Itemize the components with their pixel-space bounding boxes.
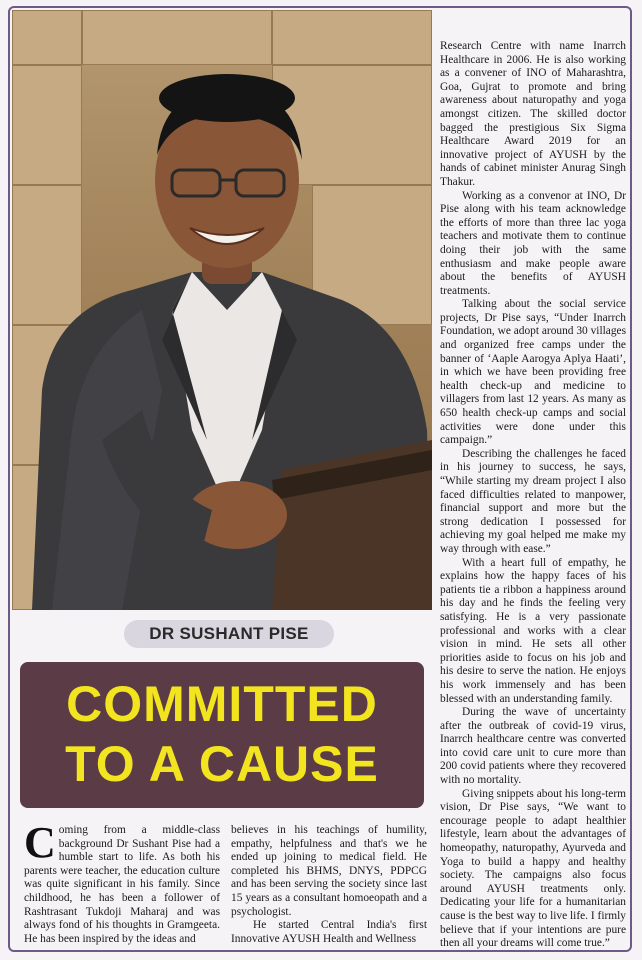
headline-line-1: COMMITTED [66, 676, 378, 732]
paragraph: believes in his teachings of humility, empathy, helpfulness and that's we he ended up joining to medical field. He completed his BHMS, DNYS, PDPCG and has been serving the society since last 15 years as a consultant homoeopath and a psychologist. [231, 824, 427, 918]
paragraph: He started Central India's first Innovative AYUSH Health and Wellness [231, 919, 427, 945]
paragraph [24, 818, 220, 946]
paragraph: With a heart full of empathy, he explains how the happy faces of his patients tie a ribbon a happiness around his day and he finds the feeling very satisfying. He is a very passionate professional and works with a clear vision in mind. He sets all other priorities aside to focus on his job and his desire to serve the nation. He enjoys his work immensely and has been blessed with an understanding family. [440, 556, 626, 705]
article-column-bottom-middle [231, 824, 427, 946]
headline-line-2: TO A CAUSE [65, 736, 379, 792]
paragraph-text: oming from a middle-class background Dr Sushant Pise had a humble start to life. As both his parents were teacher, the education culture was quite significant in his family. Since childhood, he has been a follower of Rashtrasant Tukdoji Maharaj and was always fond of his thoughts in Gramgeeta. He has been inspired by the ideas and [24, 824, 220, 945]
paragraph: Talking about the social service projects, Dr Pise says, “Under Inarrch Foundation, we adopt around 30 villages and organized free camps under the banner of ‘Aaple Aarogya Aplya Haati’, in which we have been providing free health check-up and medicine to villagers from last 12 years. As many as 650 health check-up camps and social activities were done under this campaign.” [440, 298, 627, 447]
paragraph: Research Centre with name Inarrch Healthcare in 2006. He is also working as a convener of INO of Maharashtra, Goa, Gujrat to promote and bring awareness about naturopathy and yoga amongst citizen. The skilled doctor bagged the prestigious Six Sigma Healthcare Award 2019 for an innovative project of AYUSH by the hands of cabinet minister Anurag Singh Thakur. [440, 40, 626, 188]
paragraph: Working as a convenor at INO, Dr Pise along with his team acknowledge the efforts of more than three lac yoga teachers and motivate them to continue doing their job with the same enthusiasm and make people aware about the benefits of AYUSH treatments. [440, 189, 626, 297]
paragraph: During the wave of uncertainty after the outbreak of covid-19 virus, Inarrch healthcare centre was converted into covid care unit to cure more than 200 covid patients where they recovered with no mortality. [440, 706, 626, 787]
portrait-photo [12, 10, 432, 610]
article-column-right [440, 40, 626, 951]
drop-cap: C [24, 818, 56, 867]
person-name-badge: DR SUSHANT PISE [124, 620, 334, 648]
person-illustration [12, 10, 432, 610]
headline-box [20, 662, 424, 808]
paragraph: Describing the challenges he faced in his journey to success, he says, “While starting my dream project I also faced difficulties related to manpower, financial support and more but the strong dedication I possessed for achieving my goal helped me make my way through with ease.” [440, 447, 626, 555]
paragraph: Giving snippets about his long-term vision, Dr Pise says, “We want to encourage people to adapt healthier lifestyle, learn about the advantages of homeopathy, naturopathy, Ayurveda and Yoga to build a happy and healthy society. The campaigns also focus around AYUSH treatments only. Dedicating your life for a humanitarian cause is the best way to live life. I firmly believe that if your intentions are pure then all your dreams will come true.” [440, 787, 626, 950]
article-column-bottom-left [24, 818, 220, 946]
